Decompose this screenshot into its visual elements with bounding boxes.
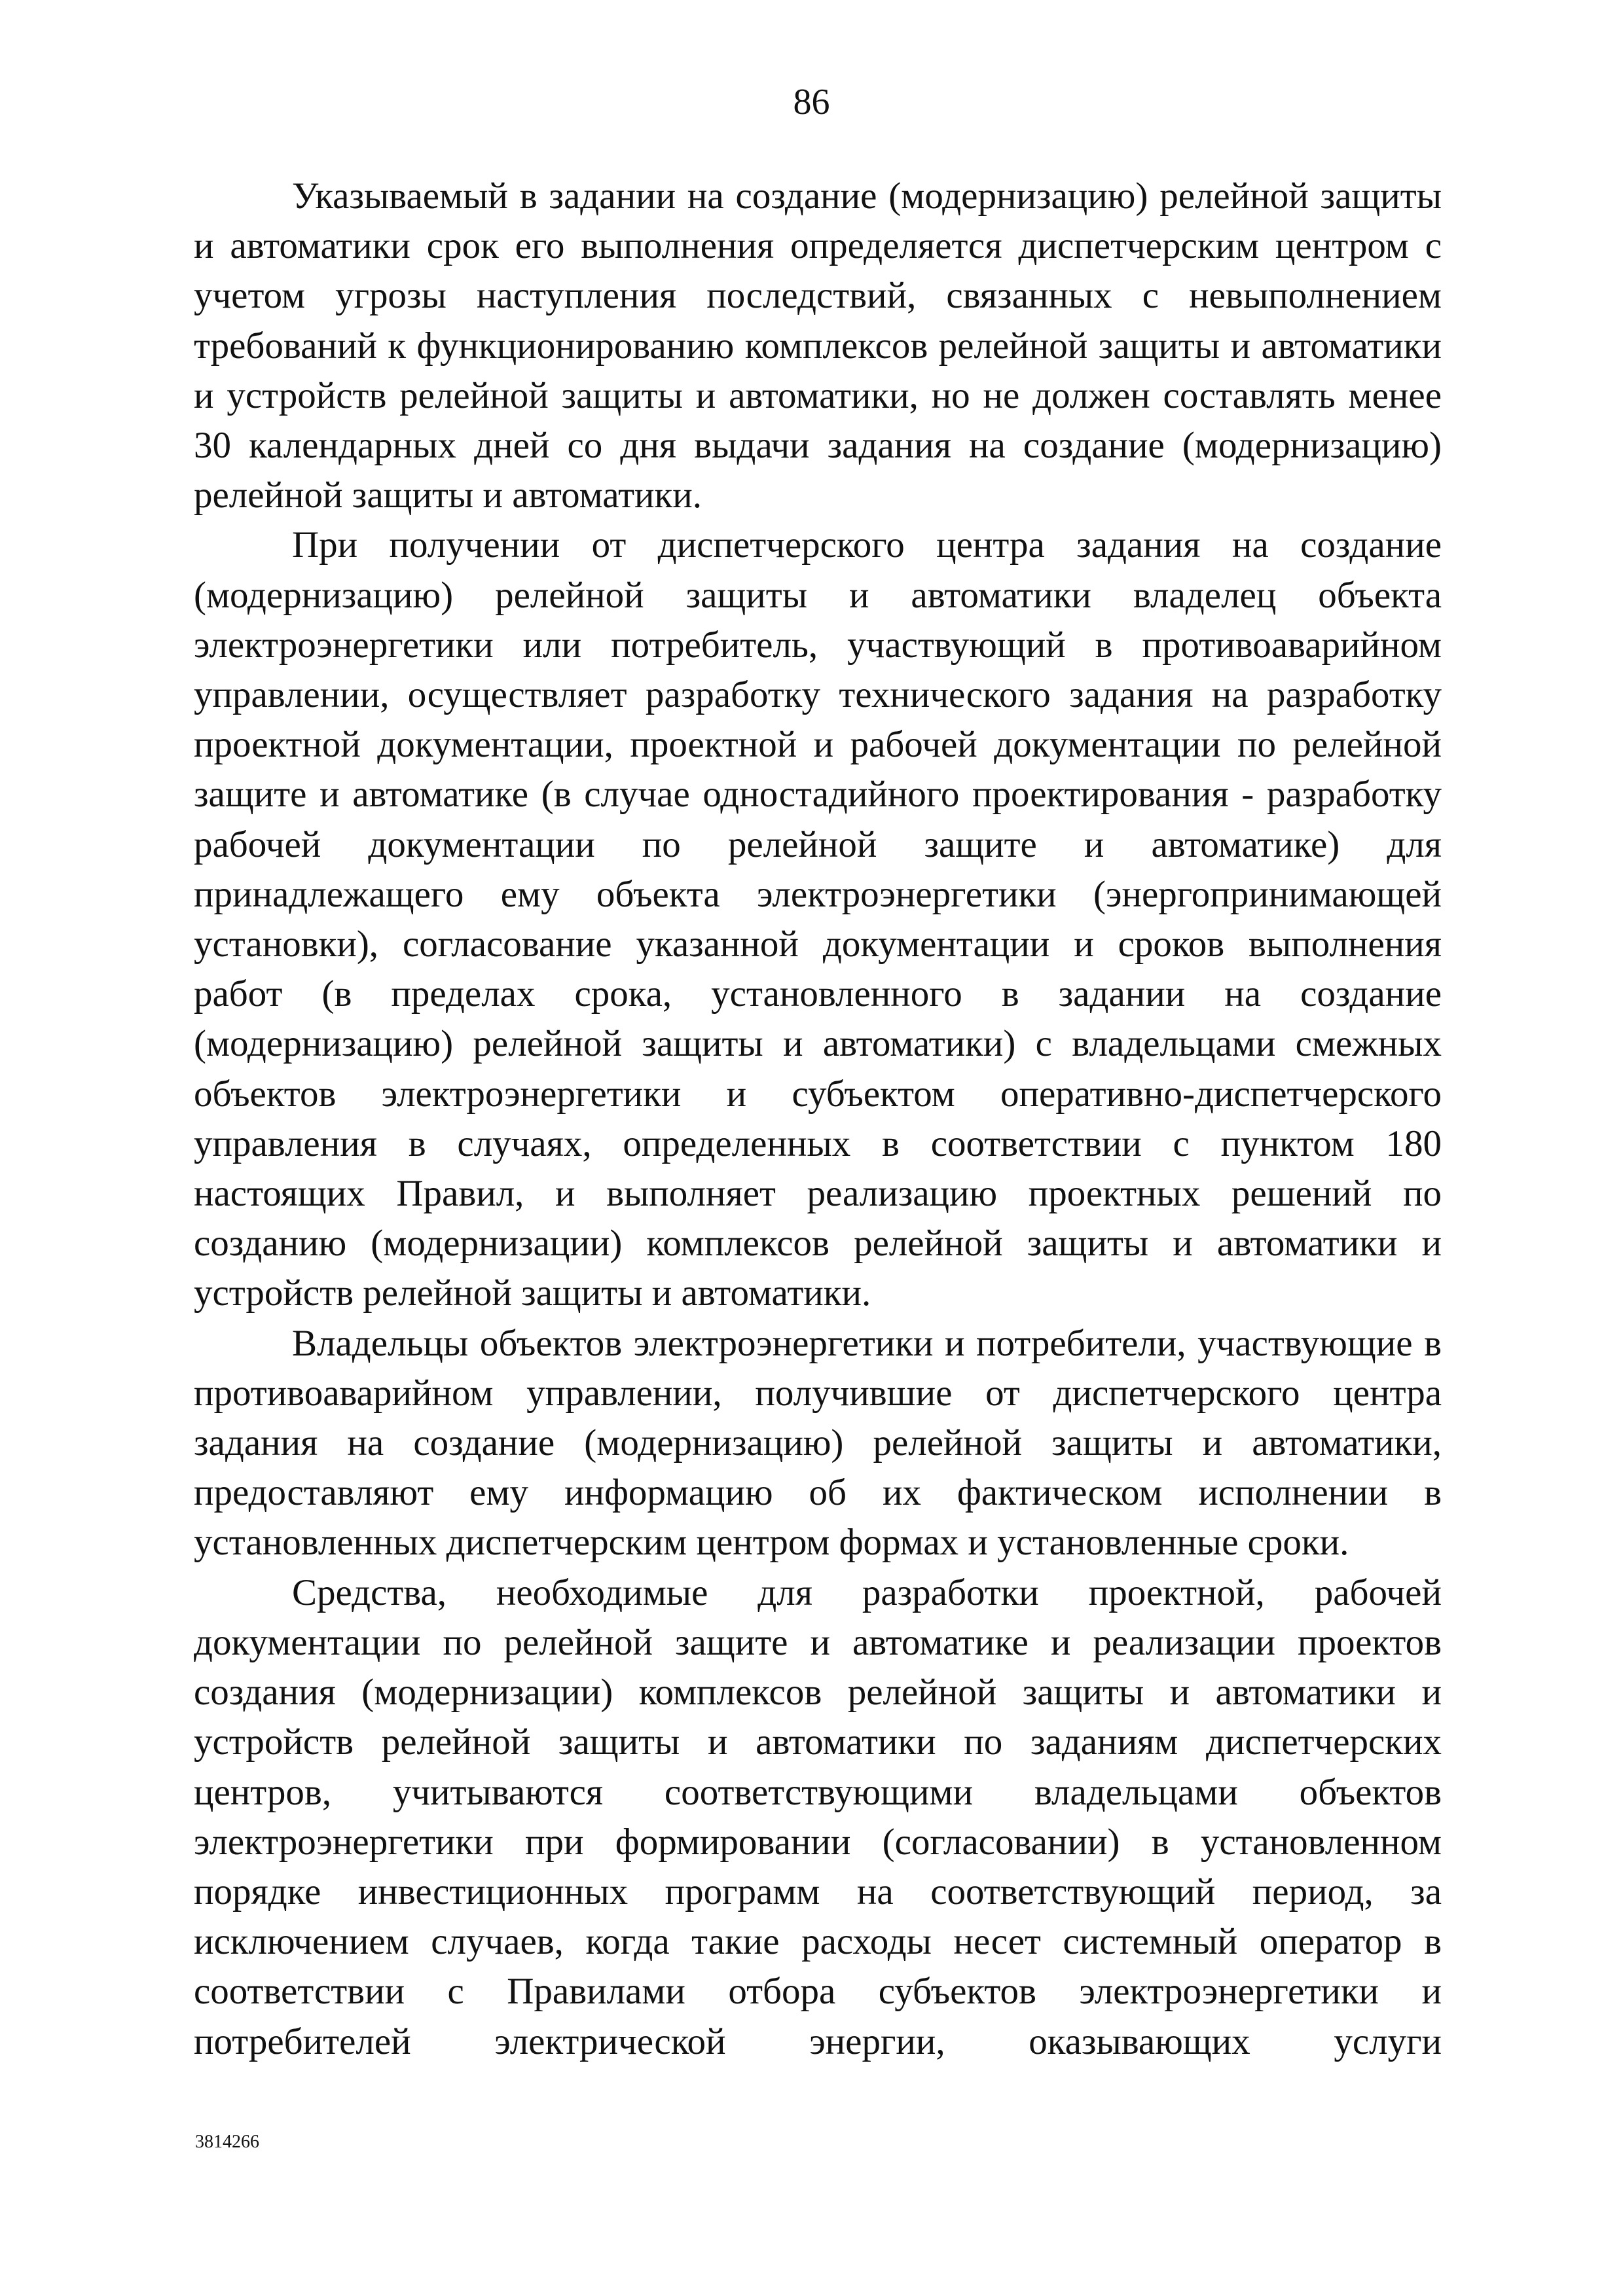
body-text [194,171,1442,2067]
paragraph-reporting: Владельцы объектов электроэнергетики и потребители, участвующие в противоаварийном управлении, получившие от диспетчерского центра задания на создание (модернизацию) релейной защиты и автоматики, предоставляют ему информацию об их фактическом исполнении в установленных диспетчерским центром формах и установленные сроки. [194,1322,1442,1564]
document-code: 3814266 [195,2132,259,2152]
page-number: 86 [793,82,830,122]
paragraph-deadline: Указываемый в задании на создание (модернизацию) релейной защиты и автоматики срок его выполнения определяется диспетчерским центром с учетом угрозы наступления последствий, связанных с невыполнением требований к функционированию комплексов релейной защиты и автоматики и устройств релейной защиты и автоматики, но не должен составлять менее 30 календарных дней со дня выдачи задания на создание (модернизацию) релейной защиты и автоматики. [194,175,1442,516]
paragraph-funding: Средства, необходимые для разработки проектной, рабочей документации по релейной защите и автоматике и реализации проектов создания (модернизации) комплексов релейной защиты и автоматики и устройств релейной защиты и автоматики по заданиям диспетчерских центров, учитываются соответствующими владельцами объектов электроэнергетики при формировании (согласовании) в установленном порядке инвестиционных программ на соответствующий период, за исключением случаев, когда такие расходы несет системный оператор в соответствии с Правилами отбора субъектов электроэнергетики и потребителей электрической энергии, оказывающих услуги [194,1571,1442,2062]
paragraph-owner-obligations: При получении от диспетчерского центра задания на создание (модернизацию) релейной защиты и автоматики владелец объекта электроэнергетики или потребитель, участвующий в противоаварийном управлении, осуществляет разработку технического задания на разработку проектной документации, проектной и рабочей документации по релейной защите и автоматике (в случае одностадийного проектирования - разработку рабочей документации по релейной защите и автоматике) для принадлежащего ему объекта электроэнергетики (энергопринимающей установки), согласование указанной документации и сроков выполнения работ (в пределах срока, установленного в задании на создание (модернизацию) релейной защиты и автоматики) с владельцами смежных объектов электроэнергетики и субъектом оперативно-диспетчерского управления в случаях, определенных в соответствии с пунктом 180 настоящих Правил, и выполняет реализацию проектных решений по созданию (модернизации) комплексов релейной защиты и автоматики и устройств релейной защиты и автоматики. [194,524,1442,1314]
